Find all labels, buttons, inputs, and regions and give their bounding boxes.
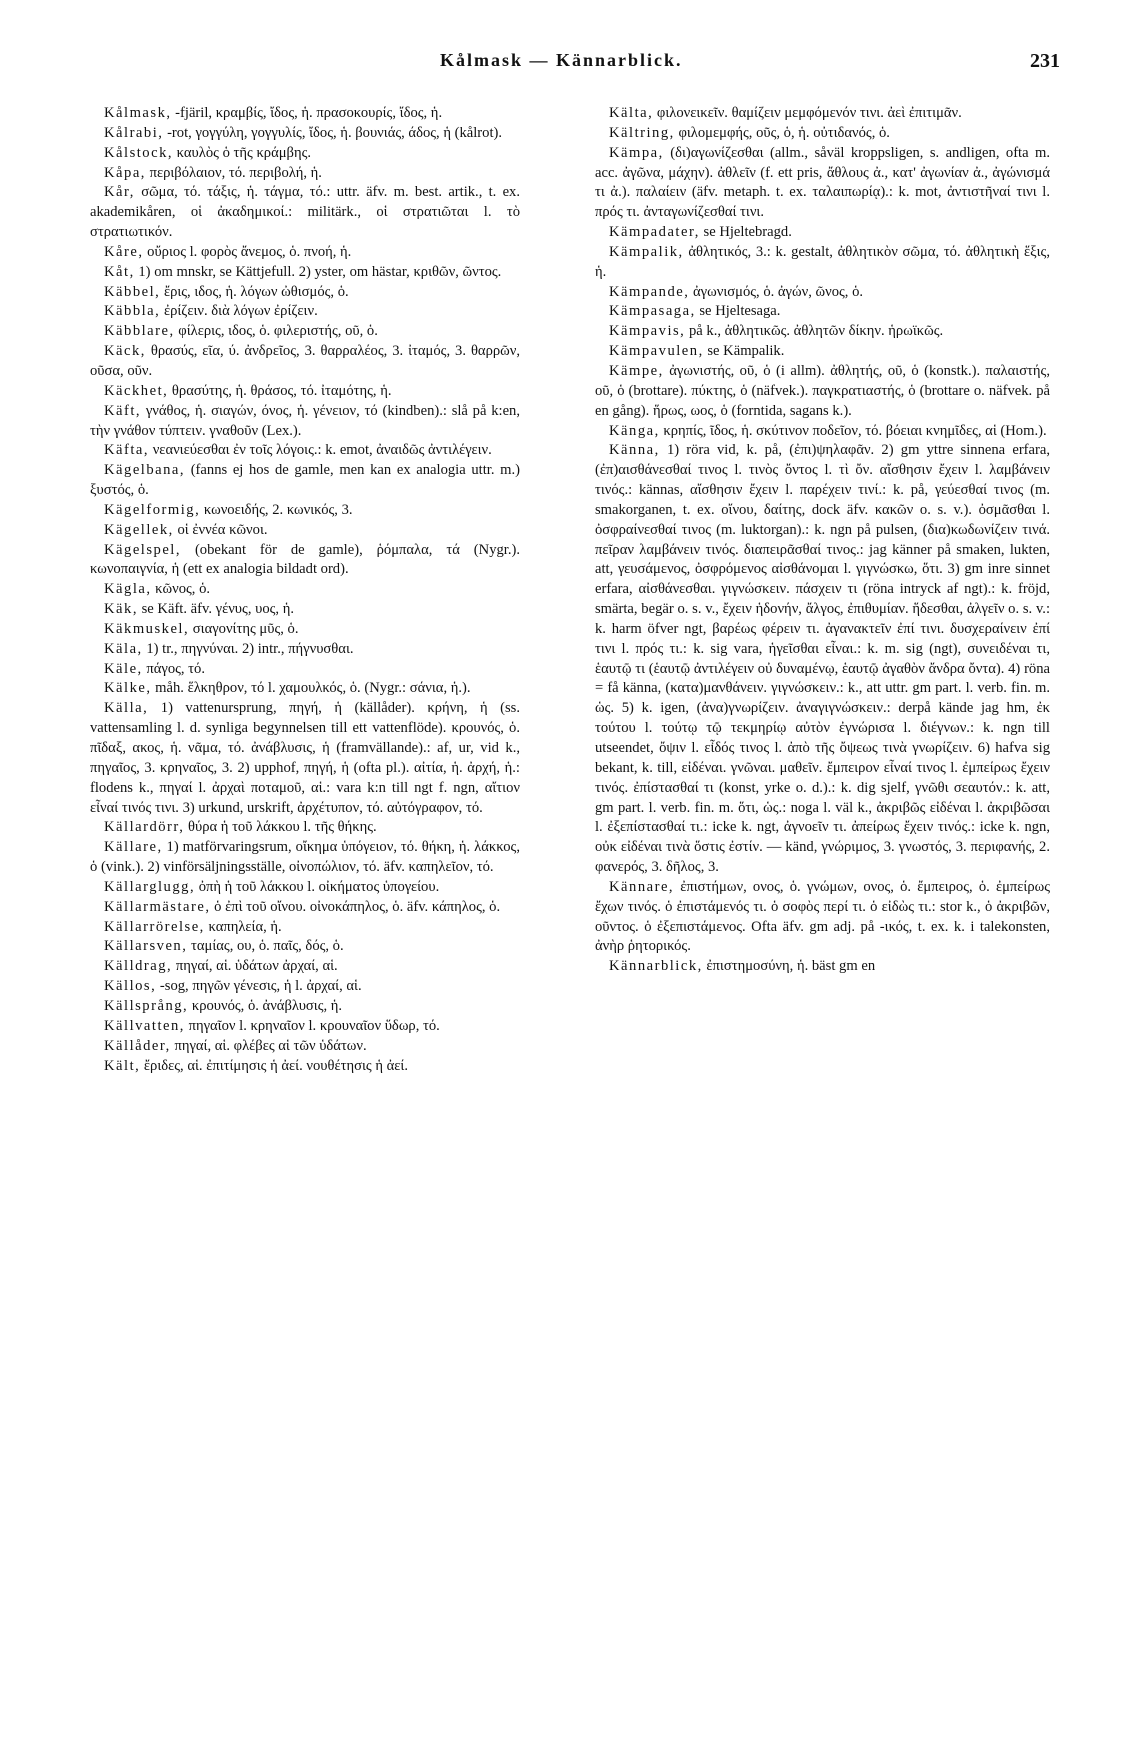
headword: Källarsven, (104, 938, 188, 955)
definition: καπηλεία, ἡ. (204, 918, 282, 935)
dictionary-entry (90, 600, 520, 620)
dictionary-entry (595, 362, 1050, 422)
definition: θρασύς, εῖα, ύ. ἀνδρεῖος, 3. θαρραλέος, 3. ἰταμός, 3. θαρρῶν, οῦσα, οῦν. (90, 343, 520, 379)
dictionary-entry (90, 679, 520, 699)
definition: se Hjeltebragd. (699, 224, 792, 241)
dictionary-entry (90, 1017, 520, 1037)
definition: πάγος, τό. (142, 660, 205, 677)
dictionary-entry (90, 342, 520, 382)
headword: Kämpavulen, (609, 343, 704, 360)
definition: ἐρίζειν. διὰ λόγων ἐρίζειν. (160, 303, 318, 320)
dictionary-entry (90, 541, 520, 581)
page-number: 231 (1030, 50, 1060, 72)
definition: ἀθλητικός, 3.: k. gestalt, ἀθλητικὸν σῶμα, τό. ἀθλητικὴ ἕξις, ἡ. (595, 243, 1050, 280)
dictionary-entry (90, 243, 520, 263)
headword: Kämpe, (609, 362, 664, 379)
definition: 1) om mnskr, se Kättjefull. 2) yster, om hästar, κριθῶν, ῶντος. (134, 263, 502, 280)
definition: πηγαῖον l. κρηναῖον l. κρουναῖον ὕδωρ, τό. (184, 1017, 440, 1034)
headword: Känna, (609, 442, 660, 459)
headword: Kålmask, (104, 105, 172, 121)
dictionary-entry (90, 918, 520, 938)
headword: Käla, (104, 640, 143, 657)
definition: πηγαί, αἱ. φλέβες αἱ τῶν ὑδάτων. (170, 1037, 367, 1054)
dictionary-entry (90, 997, 520, 1017)
dictionary-entry (90, 382, 520, 402)
dictionary-entry (90, 322, 520, 342)
definition: καυλὸς ὁ τῆς κράμβης. (173, 144, 312, 161)
definition: σῶμα, τό. τάξις, ἡ. τάγμα, τό.: uttr. äfv. m. best. artik., t. ex. akademikåren, οἱ ἀκαδημικοί.: militärk., οἱ στρατιῶται l. τὸ στρατιωτικόν. (90, 184, 520, 241)
headword: Käck, (104, 343, 146, 360)
dictionary-entry (90, 104, 520, 124)
headword: Källdrag, (104, 958, 173, 975)
dictionary-entry (595, 124, 1050, 144)
definition: φιλομεμφής, οῦς, ὁ, ἡ. οὐτιδανός, ὁ. (674, 124, 890, 141)
definition: (obekant för de gamle), ῥόμπαλα, τά (Nygr.). κωνοπαιγνία, ἡ (ett ex analogia bildadt ord). (90, 541, 520, 578)
definition: κρηπίς, ῖδος, ἡ. σκύτινον ποδεῖον, τό. βόειαι κνημῖδες, αἱ (Hom.). (659, 422, 1047, 439)
headword: Kämpalik, (609, 243, 684, 260)
definition: περιβόλαιον, τό. περιβολή, ἡ. (145, 164, 322, 181)
dictionary-entry (90, 620, 520, 640)
dictionary-entry (90, 263, 520, 283)
definition: θρασύτης, ἡ. θράσος, τό. ἰταμότης, ἡ. (168, 382, 392, 399)
headword: Käbbla, (104, 303, 161, 320)
definition: ἔρις, ιδος, ἡ. λόγων ὠθισμός, ὁ. (160, 283, 349, 300)
left-column (90, 104, 520, 1076)
definition: 1) matförvaringsrum, οἴκημα ὑπόγειον, τό. θήκη, ἡ. λάκκος, ὁ (vink.). 2) vinförsäljningsställe, οἰνοπώλιον, τό. äfv. καπηλεῖον, τό. (90, 839, 520, 876)
definition: ἐπιστήμων, ονος, ὁ. γνώμων, ονος, ὁ. ἔμπειρος, ὁ. ἐμπείρως ἔχων τινός. ὁ ἐπιστάμενός τι. ὁ σοφὸς περί τι. ὁ εἰδὼς τι.: stor k., ὁ ἀκριβῶν, οῦντος. ὁ ἐξεπιστάμενος. Ofta äfv. gm adj. på -ικός, t. ex. k. i talekonsten, ἀνὴρ ῥητορικός. (595, 878, 1050, 955)
headword: Kämpa, (609, 144, 664, 161)
definition: ὀπὴ ἡ τοῦ λάκκου l. οἰκήματος ὑπογείου. (195, 878, 440, 895)
headword: Källsprång, (104, 997, 189, 1014)
headword: Käbbel, (104, 283, 161, 300)
dictionary-entry (90, 580, 520, 600)
dictionary-entry (90, 402, 520, 442)
headword: Käft, (104, 402, 142, 419)
definition: φιλονεικεῖν. θαμίζειν μεμφόμενόν τινι. ἀεὶ ἐπιτιμᾶν. (653, 105, 962, 121)
definition: på k., ἀθλητικῶς. ἀθλητῶν δίκην. ἡρωϊκῶς. (685, 323, 944, 340)
headword: Kålstock, (104, 144, 174, 161)
definition: θύρα ἡ τοῦ λάκκου l. τῆς θήκης. (184, 819, 377, 836)
definition: ἀγωνιστής, οῦ, ὁ (i allm). ἀθλητής, οῦ, ὁ (konstk.). παλαιστής, οῦ, ὁ (brottare). πύκτης, ὁ (näfvek.). παγκρατιαστής, ὁ (brottare o. näfvek. på en gång). ἥρως, ωος, ὁ (forntida, sagans k.). (595, 362, 1050, 419)
definition: -rot, γογγύλη, γογγυλίς, ἴδος, ἡ. βουνιάς, άδος, ἡ (kålrot). (163, 124, 503, 141)
definition: se Hjeltesaga. (695, 303, 781, 320)
headword: Källarmästare, (104, 898, 211, 915)
headword: Kämpavis, (609, 323, 686, 340)
dictionary-entry (90, 183, 520, 243)
headword: Kår, (104, 184, 135, 201)
dictionary-entry (90, 164, 520, 184)
definition: 1) tr., πηγνύναι. 2) intr., πήγνυσθαι. (142, 640, 354, 657)
definition: οἱ ἐννέα κῶνοι. (173, 521, 268, 538)
dictionary-entry (595, 302, 1050, 322)
dictionary-entry (595, 223, 1050, 243)
dictionary-entry (595, 104, 1050, 124)
headword: Kålrabi, (104, 124, 164, 141)
headword: Käbblare, (104, 323, 175, 340)
headword: Kältring, (609, 124, 675, 141)
dictionary-entry (90, 302, 520, 322)
headword: Kännare, (609, 878, 675, 895)
headword: Kägelformig, (104, 501, 201, 518)
dictionary-entry (595, 878, 1050, 957)
dictionary-entry (595, 144, 1050, 223)
headword: Kämpasaga, (609, 303, 696, 320)
dictionary-entry (90, 144, 520, 164)
headword: Käckhet, (104, 382, 169, 399)
headword: Källarglugg, (104, 878, 196, 895)
dictionary-entry (595, 957, 1050, 977)
definition: κρουνός, ὁ. ἀνάβλυσις, ἡ. (188, 997, 343, 1014)
definition: πηγαί, αἱ. ὑδάτων ἀρχαί, αἱ. (172, 958, 338, 975)
dictionary-entry (90, 521, 520, 541)
dictionary-entry (90, 898, 520, 918)
headword: Källa, (104, 700, 149, 717)
definition: 1) röra vid, k. på, (ἐπι)ψηλαφᾶν. 2) gm yttre sinnena erfara, (ἐπ)αισθάνεσθαί τινος l. τινὸς ὄντος l. τὶ ὄν. αἴσθησιν ἔχειν l. λαμβάνειν τινός.: kännas, αἴσθησιν ἔχειν l. παρέχειν τινί.: k. på, γεύεσθαί τινος (m. smakorganen, t. ex. οἴνου, δαίτης, dock äfv. κακῶν o. s. v.). ὀσμᾶσθαι l. ὀσφραίνεσθαί τινος (m. luktorgan).: k. ngn på pulsen, (δια)κωδωνίζειν τινά. πεῖραν λαμβάνειν τινός. διαπειρᾶσθαί τινος.: jag känner på smaken, lukten, att, γευσάμενος, ὀσφρόμενος αἰσθάνομαι l. γιγνώσκω, ὅτι. 3) gm inre sinnet erfara, αἰσθάνεσθαι. γιγνώσκειν. πάσχειν τι (röna intryck af ngt).: k. fröjd, smärta, begär o. s. v., ἔχειν ἡδονήν, ἄλγος, ἐπιθυμίαν. ἥδεσθαι, ἀλγεῖν o. s. v.: k. harm öfver ngt, βαρέως φέρειν τι. ἀγανακτεῖν ἐπί τινι. δυσχεραίνειν ἐπί τινι l. πρός τι.: k. sig vara, ἡγεῖσθαι εἶναι.: k. m. sig (ngt), συνειδέναι τι, ἑαυτῷ τι (ἑαυτῷ ἀντιλέγειν οὐ δυναμένῳ, ἑαυτῷ ἀγαθὸν ἄνδρα ὄντα). 4) röna = få känna, (κατα)μανθάνειν. γιγνώσκειν.: k., att uttr. gm part. l. verb. fin. m. ὡς. 5) k. igen, (ἀνα)γνωρίζειν. ἀναγιγνώσκειν.: derpå kände jag hm, ἐκ τούτου l. τούτῳ τῷ τεκμηρίῳ αὐτὸν ἐγνώρισα l. διέγνων.: k. ngn till utseendet, ὄψιν l. εἶδός τινος l. ἀπὸ τῆς ὄψεως τινὰ γνωρίζειν. 6) hafva sig bekant, k. till, εἰδέναι. γνῶναι. μαθεῖν. ἔμπειρον εἶναί τινος l. ἐμπείρως ἔχειν τινός. ἐπίστασθαί τι (konst, yrke o. d.).: k. dig sjelf, γνῶθι σεαυτόν.: k. att, gm part. l. verb. fin. m. ὅτι, ὡς.: noga l. väl k., ἀκριβῶς εἰδέναι l. ἀκριβῶσαι l. ἐξεπίστασθαί τι.: icke k. ngt, ἀγνοεῖν τι. ἀπείρως ἔχειν τινός.: icke k. ngn, οὐκ εἰδέναι τινὰ ὅστις ἐστίν. — känd, γνώριμος, 3. γνωστός, 3. περιφανής, 2. φανερός, 3. δῆλος, 3. (595, 442, 1050, 876)
headword: Kälta, (609, 105, 654, 121)
headword: Kämpadater, (609, 224, 700, 241)
dictionary-entry (90, 124, 520, 144)
definition: κωνοειδής, 2. κωνικός, 3. (200, 501, 353, 518)
definition: (fanns ej hos de gamle, men kan ex analogia uttr. m.) ξυστός, ὁ. (90, 462, 520, 499)
headword: Käkmuskel, (104, 620, 190, 637)
dictionary-entry (90, 501, 520, 521)
headword: Källos, (104, 978, 157, 995)
dictionary-entry (90, 937, 520, 957)
headword: Kåpa, (104, 164, 146, 181)
running-head: Kålmask — Känn​arblick. (440, 50, 683, 70)
dictionary-entry (90, 1037, 520, 1057)
definition: ἔριδες, αἱ. ἐπιτίμησις ἡ ἀεί. νουθέτησις ἡ ἀεί. (140, 1057, 408, 1074)
headword: Källåder, (104, 1037, 171, 1054)
definition: måh. ἕλκηθρον, τό l. χαμουλκός, ὁ. (Nygr.: σάνια, ἡ.). (151, 680, 471, 697)
definition: -fjäril, κραμβίς, ἴδος, ἡ. πρασοκουρίς, ἴδος, ἡ. (171, 105, 443, 121)
headword: Kält, (104, 1057, 141, 1074)
definition: φίλερις, ιδος, ὁ. φιλεριστής, οῦ, ὁ. (174, 323, 378, 340)
definition: ἀγωνισμός, ὁ. ἀγών, ῶνος, ὁ. (689, 283, 864, 300)
headword: Källarrörelse, (104, 918, 205, 935)
dictionary-entry (90, 957, 520, 977)
headword: Kägla, (104, 581, 152, 598)
dictionary-entry (595, 422, 1050, 442)
headword: Käle, (104, 660, 143, 677)
dictionary-entry (90, 441, 520, 461)
headword: Kägelbana, (104, 462, 186, 479)
headword: Kägelspel, (104, 541, 182, 558)
page-header (0, 50, 1136, 90)
definition: 1) vattenursprung, πηγή, ἡ (källåder). κρήνη, ἡ (ss. vattensamling l. d. synliga begynnelsen till ett vattenflöde). κρουνός, ὁ. πῖδαξ, ακος, ἡ. νᾶμα, τό. ἀνάβλυσις, ἡ (framvällande).: af, ur, vid k., πηγαῖος, 3. κρηναῖος, 3. 2) upphof, πηγή, ἡ (ofta pl.). αἰτία, ἡ. ἀρχή, ἡ.: flodens k., πηγαί l. ἀρχαὶ ποταμοῦ, αἱ.: vara k:n till ngt f. ngn, αἴτιον εἶναί τινός τινι. 3) urkund, urskrift, ἀρχέτυπον, τό. αὐτόγραφον, τό. (90, 700, 520, 816)
headword: Kämpande, (609, 283, 690, 300)
dictionary-entry (90, 838, 520, 878)
dictionary-entry (595, 243, 1050, 283)
definition: νεανιεύεσθαι ἐν τοῖς λόγοις.: k. emot, ἀναιδῶς ἀντιλέγειν. (149, 442, 492, 459)
headword: Kälke, (104, 680, 152, 697)
dictionary-entry (595, 322, 1050, 342)
dictionary-entry (595, 441, 1050, 878)
definition: οὔριος l. φορὸς ἄνεμος, ὁ. πνοή, ἡ. (143, 243, 352, 260)
headword: Käk, (104, 601, 138, 618)
dictionary-entry (90, 640, 520, 660)
definition: σιαγονίτης μῦς, ὁ. (189, 620, 299, 637)
headword: Kännarblick, (609, 958, 703, 975)
definition: se Käft. äfv. γένυς, υος, ἡ. (137, 601, 294, 618)
definition: ἐπιστημοσύνη, ἡ. bäst gm en (702, 958, 876, 975)
definition: ὁ ἐπὶ τοῦ οἴνου. οἰνοκάπηλος, ὁ. äfv. κάπηλος, ὁ. (210, 898, 501, 915)
dictionary-entry (90, 977, 520, 997)
dictionary-entry (595, 342, 1050, 362)
definition: γνάθος, ἡ. σιαγών, όνος, ἡ. γένειον, τό (kindben).: slå på k:en, τὴν γνάθον τύπτειν. γναθοῦν (Lex.). (90, 402, 520, 439)
definition: ταμίας, ου, ὁ. παῖς, δός, ὁ. (187, 938, 344, 955)
headword: Kägellek, (104, 521, 174, 538)
dictionary-entry (90, 1057, 520, 1077)
definition: κῶνος, ὁ. (151, 581, 211, 598)
definition: (δι)αγωνίζεσθαι (allm., såväl kroppsligen, s. andligen, ofta m. acc. ἀγῶνα, μάχην). ἀθλεῖν (f. ett pris, ἄθλους ἀ., κατ' ἀγωνίαν ἀ., ἀγώνισμά τι ἀ.). παλαίειν (äfv. metaph. t. ex. ταλαιπωρίᾳ).: k. mot, ἀντιστῆναί τινι l. πρός τι. ἀνταγωνίζεσθαί τινι. (595, 144, 1050, 221)
dictionary-entry (90, 660, 520, 680)
headword: Kåt, (104, 263, 135, 280)
dictionary-entry (90, 818, 520, 838)
definition: se Kämpalik. (703, 343, 785, 360)
dictionary-entry (90, 699, 520, 818)
dictionary-entry (90, 878, 520, 898)
headword: Källvatten, (104, 1017, 185, 1034)
headword: Känga, (609, 422, 660, 439)
headword: Källare, (104, 839, 163, 856)
dictionary-entry (90, 283, 520, 303)
headword: Källardörr, (104, 819, 185, 836)
definition: -sog, πηγῶν γένεσις, ἡ l. ἀρχαί, αἱ. (156, 978, 362, 995)
headword: Kåre, (104, 243, 144, 260)
right-column (595, 104, 1050, 977)
dictionary-entry (90, 461, 520, 501)
dictionary-entry (595, 283, 1050, 303)
headword: Käfta, (104, 442, 150, 459)
